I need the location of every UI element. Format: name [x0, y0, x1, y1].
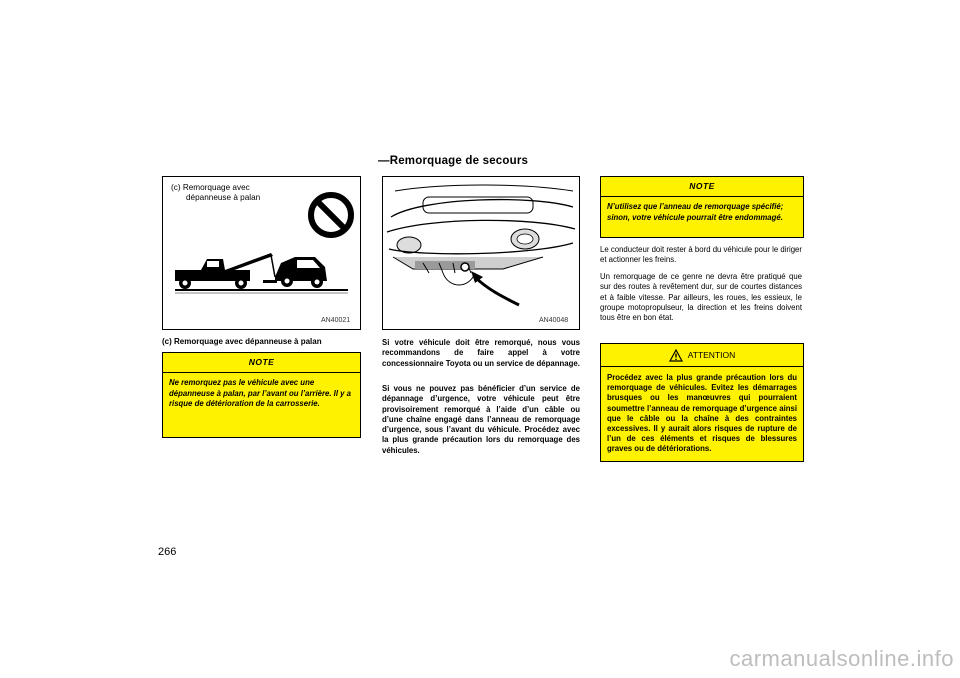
prohibition-icon	[311, 195, 351, 235]
note-text: Ne remorquez pas le véhicule avec une dépanneuse à palan, par l’avant ou l’arrière. Il y a risque de détérioration de la carrosserie.	[163, 372, 360, 437]
attention-heading: ATTENTION	[687, 350, 736, 360]
note-heading: NOTE	[601, 177, 803, 196]
tow-eye-icon	[461, 263, 469, 271]
attention-header	[601, 344, 803, 367]
figure-label-line1: (c) Remorquage avec	[171, 183, 250, 192]
car-front-illustration	[383, 177, 579, 329]
note-heading: NOTE	[163, 353, 360, 372]
towed-car-shape	[275, 257, 327, 288]
figure-caption: (c) Remorquage avec dépanneuse à palan	[162, 337, 322, 346]
figure-tow-eye	[382, 176, 580, 330]
figure-label-line2: dépanneuse à palan	[186, 193, 261, 202]
page-number: 266	[158, 546, 177, 558]
right-paragraph-1: Le conducteur doit rester à bord du véhicule pour le diriger et actionner les freins.	[600, 245, 802, 265]
figure-code: AN40048	[539, 317, 569, 324]
note-box-left	[162, 352, 361, 438]
section-title: —Remorquage de secours	[378, 155, 529, 167]
warning-icon	[669, 349, 683, 362]
right-paragraph-2: Un remorquage de ce genre ne devra être pratiqué que sur des routes à revêtement dur, sur de courtes distances et à faible vitesse. Par ailleurs, les roues, les essieux, le groupe motopropulseur, la direction et les freins doivent tous être en bon état.	[600, 272, 802, 323]
attention-box	[600, 343, 804, 462]
tow-truck-shape	[175, 253, 277, 289]
figure-code: AN40021	[321, 317, 351, 324]
tow-truck-illustration	[163, 177, 360, 329]
middle-paragraph-2: Si vous ne pouvez pas bénéficier d’un service de dépannage d’urgence, votre véhicule peut être provisoirement remorqué à l’aide d’un câble ou d’une chaîne engagé dans l’anneau de remorquage d’urgence, sous l’avant du véhicule. Procédez avec la plus grande précaution lors du remorquage des véhicules.	[382, 384, 580, 455]
note-text: N’utilisez que l’anneau de remorquage spécifié; sinon, votre véhicule pourrait être endommagé.	[601, 196, 803, 237]
note-box-right	[600, 176, 804, 238]
attention-text: Procédez avec la plus grande précaution lors du remorquage de véhicules. Evitez les démarrages brusques ou les manœuvres qui pourraient soumettre l’anneau de remorquage d’urgence ainsi que le câble ou la chaîne à des contraintes excessives. Il y aurait alors risques de rupture de l’un de ces éléments et risques de blessures graves ou de détériorations.	[607, 373, 797, 454]
fog-lamp-right	[511, 229, 539, 249]
middle-paragraph-1: Si votre véhicule doit être remorqué, nous vous recommandons de faire appel à votre concessionnaire Toyota ou un service de dépannage.	[382, 338, 580, 368]
footer-watermark: carmanualsonline.info	[729, 646, 954, 671]
figure-tow-truck	[162, 176, 361, 330]
